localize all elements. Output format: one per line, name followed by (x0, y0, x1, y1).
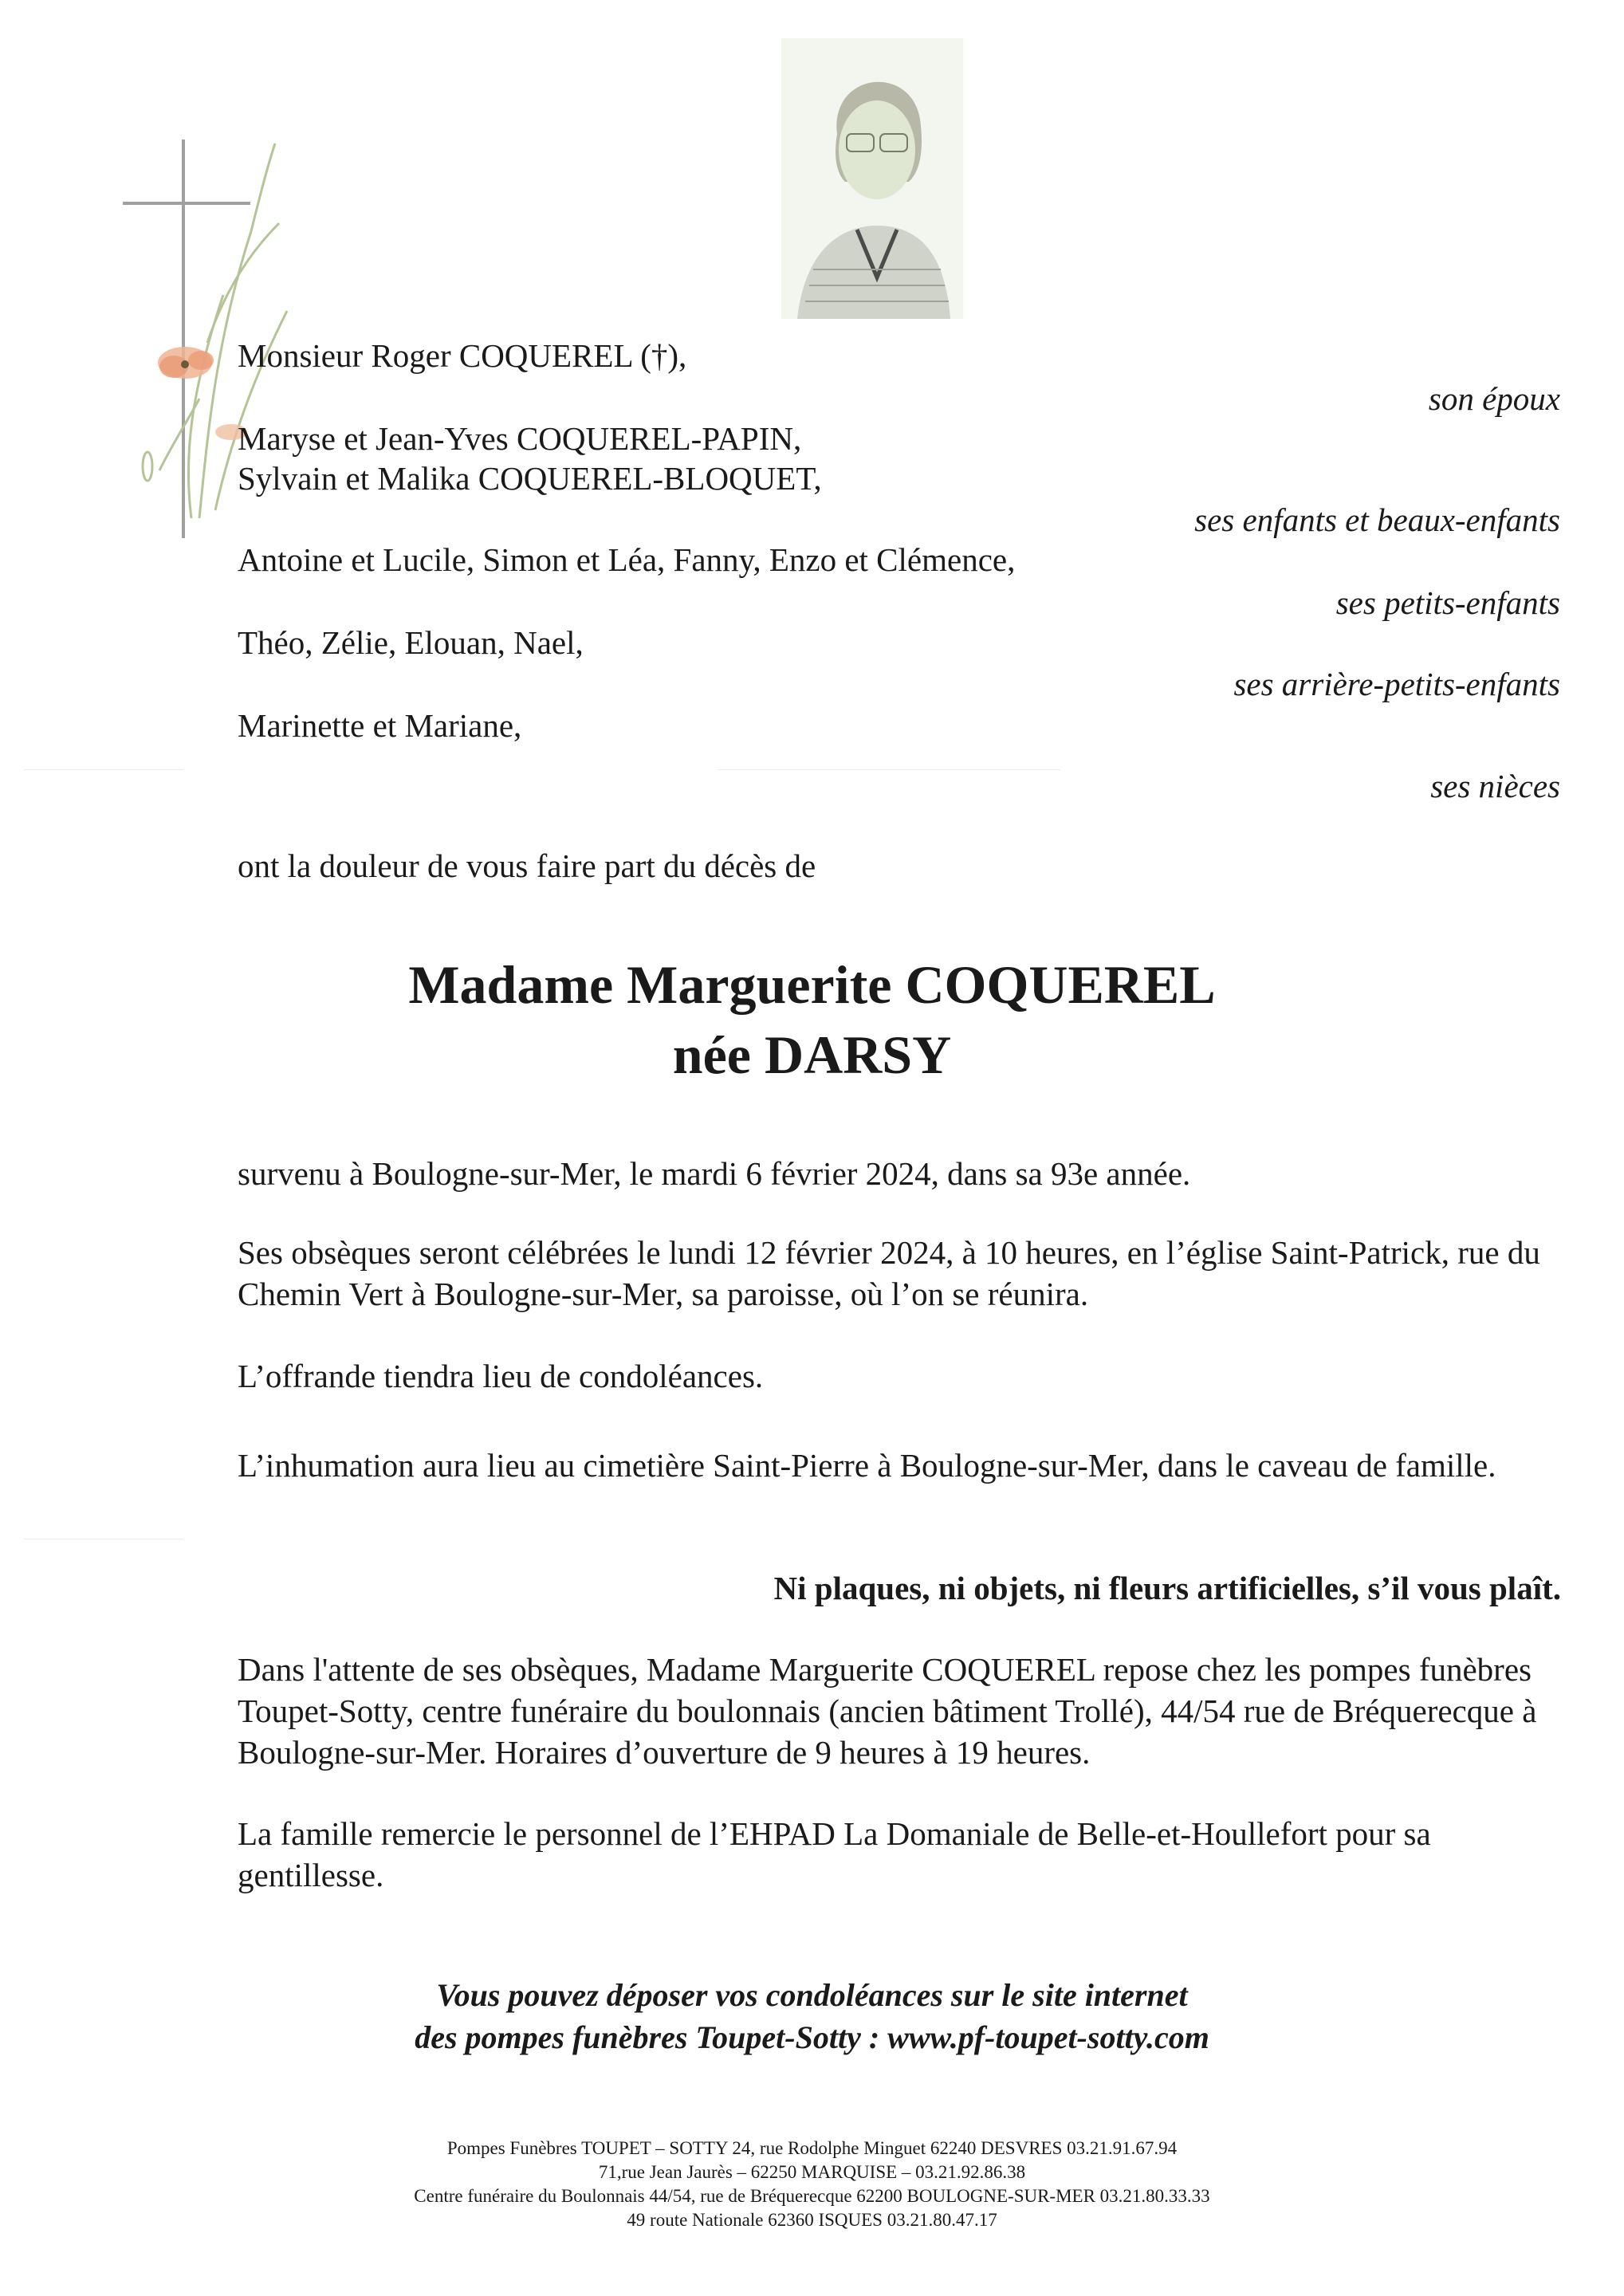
divider (718, 769, 1060, 770)
burial-paragraph: L’inhumation aura lieu au cimetière Saint-Pierre à Boulogne-sur-Mer, dans le caveau de famille. (238, 1447, 1496, 1484)
nieces-names: Marinette et Mariane, (238, 707, 522, 744)
condolences-line-1: Vous pouvez déposer vos condoléances sur le site internet (436, 1977, 1188, 2013)
portrait-photo (781, 38, 963, 319)
divider (24, 769, 183, 770)
offering-paragraph: L’offrande tiendra lieu de condoléances. (238, 1358, 764, 1394)
footer-line-4: 49 route Nationale 62360 ISQUES 03.21.80.47.17 (627, 2210, 997, 2230)
husband-names: Monsieur Roger COQUEREL (†), (238, 337, 687, 374)
children-names-2: Sylvain et Malika COQUEREL-BLOQUET, (238, 460, 822, 497)
footer-line-2: 71,rue Jean Jaurès – 62250 MARQUISE – 03.21.92.86.38 (598, 2162, 1026, 2182)
poppy-flower-icon (158, 347, 247, 440)
funeral-paragraph: Ses obsèques seront célébrées le lundi 12 février 2024, à 10 heures, en l’église Saint-Patrick, rue du Chemin Vert à Boulogne-sur-Mer, sa paroisse, où l’on se réunira. (238, 1234, 1540, 1312)
deceased-name: Madame Marguerite COQUEREL (408, 954, 1216, 1015)
great-grandchildren-relation: ses arrière-petits-enfants (1233, 666, 1560, 702)
announcement-text: ont la douleur de vous faire part du décès de (238, 847, 816, 884)
cross-icon (123, 140, 250, 538)
nieces-relation: ses nièces (1430, 768, 1560, 804)
children-names-1: Maryse et Jean-Yves COQUEREL-PAPIN, (238, 420, 802, 457)
condolences-line-2: des pompes funèbres Toupet-Sotty : www.pf-toupet-sotty.com (415, 2019, 1209, 2055)
death-paragraph: survenu à Boulogne-sur-Mer, le mardi 6 février 2024, dans sa 93e année. (238, 1155, 1191, 1192)
footer-line-3: Centre funéraire du Boulonnais 44/54, rue de Bréquerecque 62200 BOULOGNE-SUR-MER 03.21.80.33.33 (414, 2186, 1210, 2206)
deceased-maiden-name: née DARSY (672, 1024, 952, 1085)
grandchildren-relation: ses petits-enfants (1335, 584, 1560, 621)
grandchildren-names: Antoine et Lucile, Simon et Léa, Fanny, Enzo et Clémence, (238, 541, 1016, 578)
footer-line-1: Pompes Funèbres TOUPET – SOTTY 24, rue Rodolphe Minguet 62240 DESVRES 03.21.91.67.94 (446, 2138, 1178, 2158)
great-grandchildren-names: Théo, Zélie, Elouan, Nael, (238, 624, 584, 661)
children-relation: ses enfants et beaux-enfants (1194, 501, 1560, 538)
no-flowers-notice: Ni plaques, ni objets, ni fleurs artificielles, s’il vous plaît. (773, 1570, 1561, 1606)
thanks-paragraph: La famille remercie le personnel de l’EHPAD La Domaniale de Belle-et-Houllefort pour sa gentillesse. (238, 1815, 1431, 1893)
rest-paragraph: Dans l'attente de ses obsèques, Madame Marguerite COQUEREL repose chez les pompes funèbres Toupet-Sotty, centre funéraire du boulonnais (ancien bâtiment Trollé), 44/54 rue de Bréquerecque à Boulogne-sur-Mer. Horaires d’ouverture de 9 heures à 19 heures. (238, 1651, 1537, 1771)
husband-relation: son époux (1428, 380, 1560, 417)
